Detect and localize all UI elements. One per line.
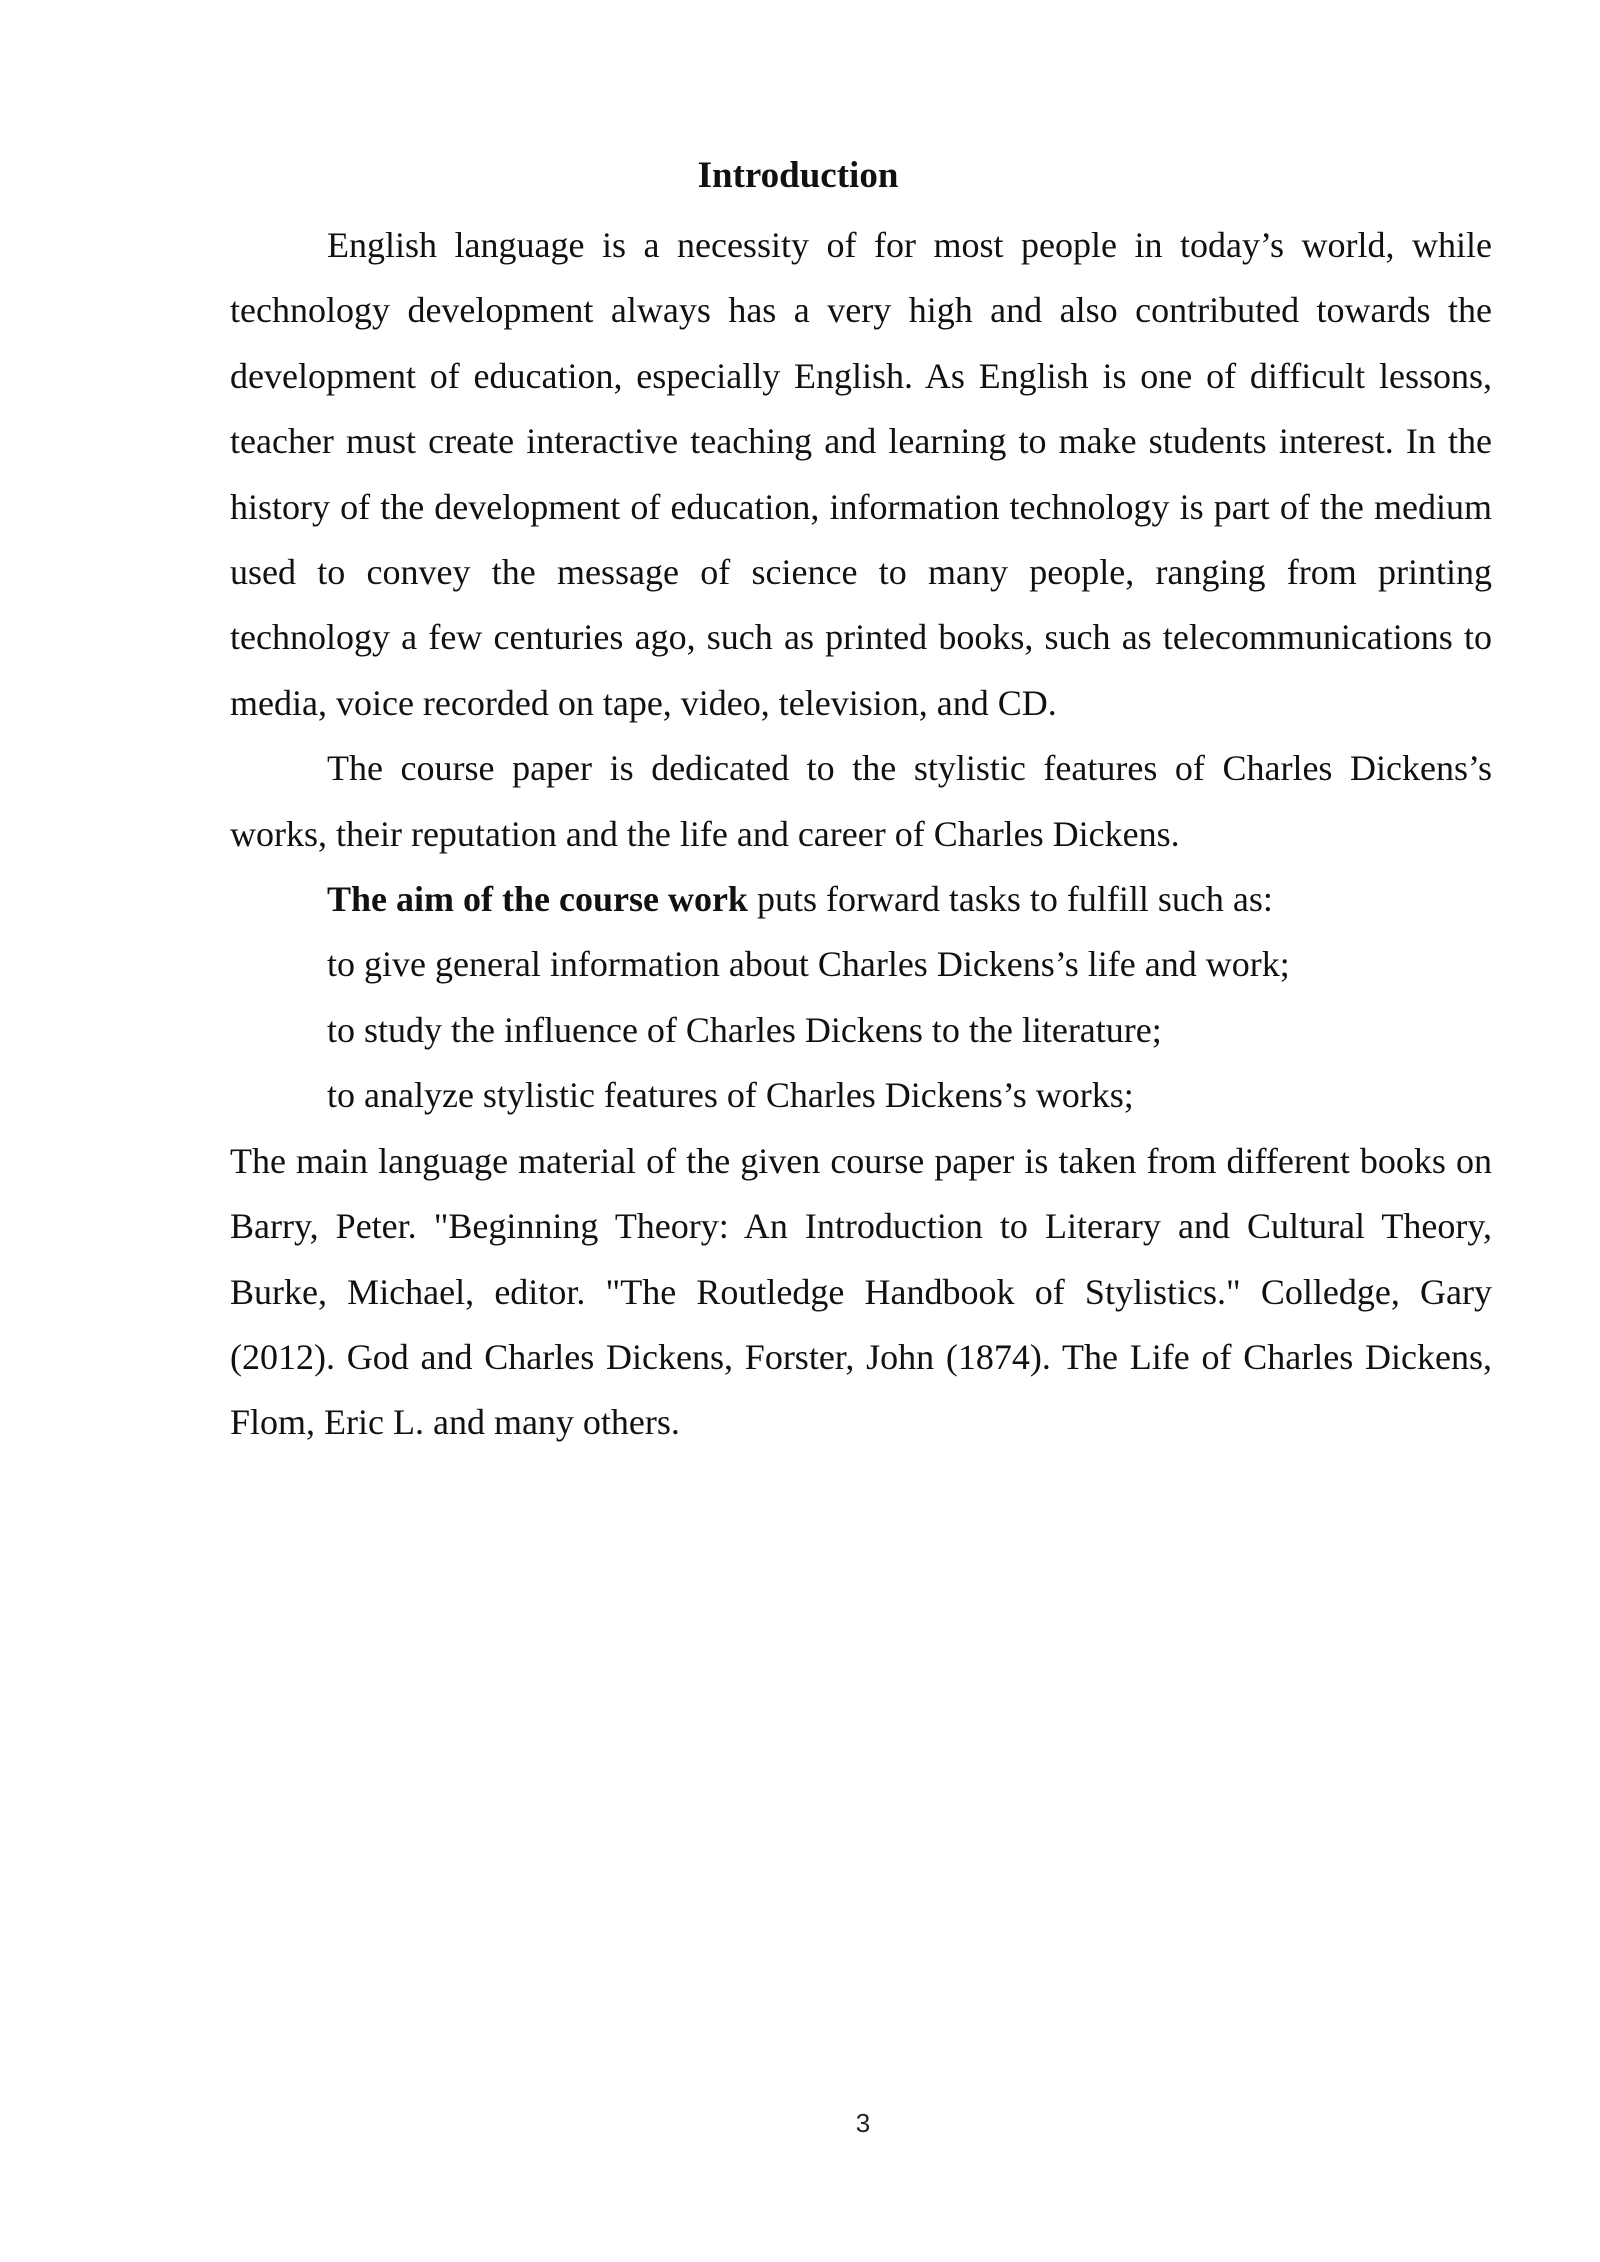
aim-text: puts forward tasks to fulfill such as: [747,879,1273,920]
aim-heading: The aim of the course work [327,879,748,920]
page-content [230,148,1492,1456]
task-item: to give general information about Charles Dickens’s life and work; [327,944,1290,985]
intro-paragraph: English language is a necessity of for most people in today’s world, while technology development always has a very high and also contributed towards the development of education, especially English. As English is one of difficult lessons, teacher must create interactive teaching and learning to make students interest. In the history of the development of education, information technology is part of the medium used to convey the message of science to many people, ranging from printing technology a few centuries ago, such as printed books, such as telecommunications to media, voice recorded on tape, video, television, and CD. [230,225,1492,723]
aim-statement [230,867,1492,932]
section-title: Introduction [697,155,899,196]
course-paper-paragraph: The course paper is dedicated to the stylistic features of Charles Dickens’s works, their reputation and the life and career of Charles Dickens. [230,748,1492,854]
task-item: to analyze stylistic features of Charles Dickens’s works; [327,1075,1134,1116]
page-number: 3 [855,2108,871,2138]
sources-paragraph: The main language material of the given course paper is taken from different books on Barry, Peter. "Beginning Theory: An Introduction to Literary and Cultural Theory, Burke, Michael, editor. "The Routledge Handbook of Stylistics." Colledge, Gary (2012). God and Charles Dickens, Forster, John (1874). The Life of Charles Dickens, Flom, Eric L. and many others. [230,1140,1492,1443]
task-item: to study the influence of Charles Dickens to the literature; [327,1009,1162,1050]
